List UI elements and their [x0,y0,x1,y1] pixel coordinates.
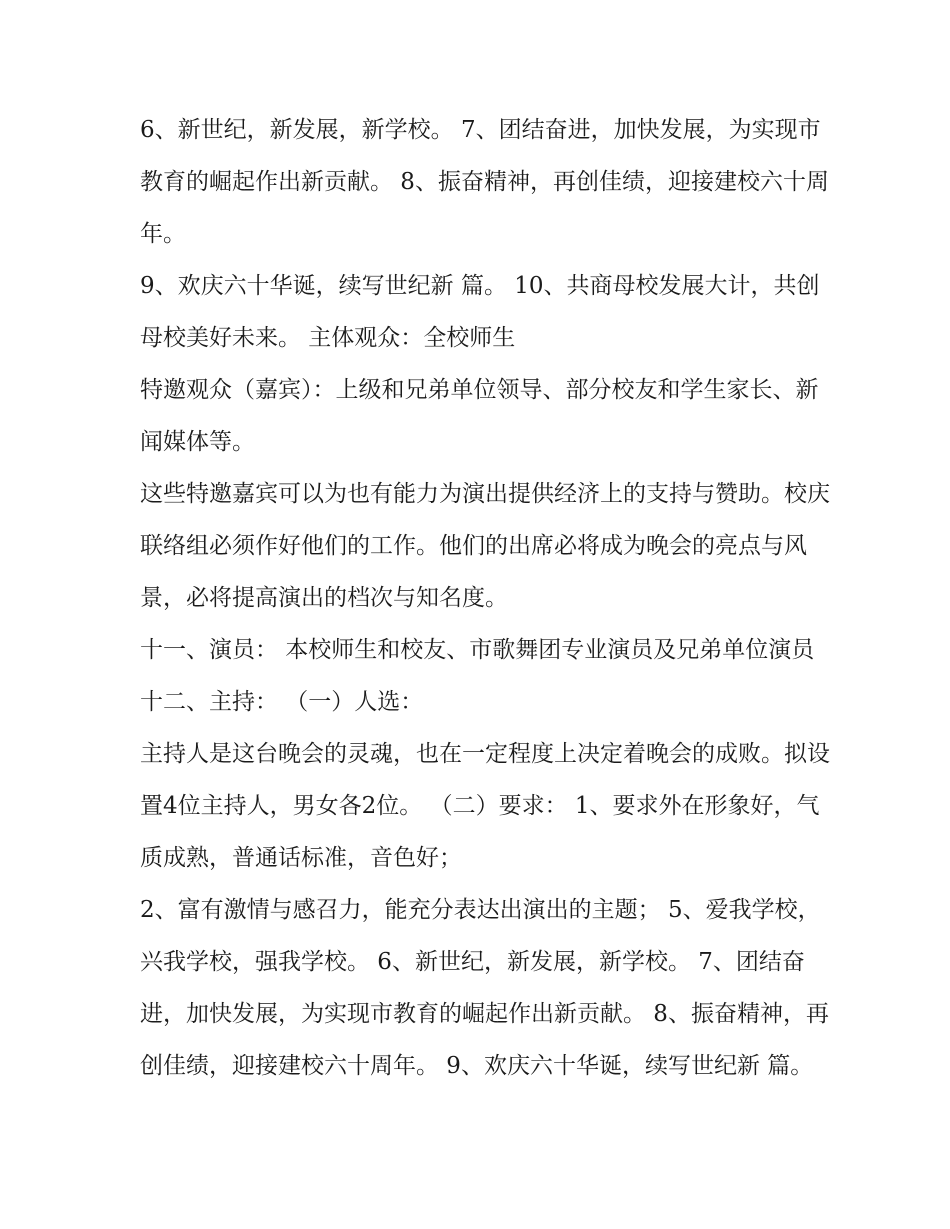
paragraph-performers-hosts: 十一、演员： 本校师生和校友、市歌舞团专业演员及兄弟单位演员 十二、主持： （一）人选： [140,637,815,715]
paragraph-slogans-9-10-audience: 9、欢庆六十华诞，续写世纪新 篇。 10、共商母校发展大计，共创母校美好未来。 主体观众：全校师生 [140,273,820,351]
paragraph-slogans-6-8: 6、新世纪，新发展，新学校。 7、团结奋进，加快发展，为实现市教育的崛起作出新贡献。 8、振奋精神，再创佳绩，迎接建校六十周年。 [140,117,829,247]
document-body [140,104,840,1092]
paragraph-special-guests: 特邀观众（嘉宾）：上级和兄弟单位领导、部分校友和学生家长、新闻媒体等。 [140,377,819,455]
paragraph-guest-support: 这些特邀嘉宾可以为也有能力为演出提供经济上的支持与赞助。校庆联络组必须作好他们的工作。他们的出席必将成为晚会的亮点与风景，必将提高演出的档次与知名度。 [140,481,830,611]
paragraph-host-requirements-continued: 2、富有激情与感召力，能充分表达出演出的主题； 5、爱我学校，兴我学校，强我学校。 6、新世纪，新发展，新学校。 7、团结奋进，加快发展，为实现市教育的崛起作出新贡献。 8、振奋精神，再创佳绩，迎接建校六十周年。 9、欢庆六十华诞，续写世纪新 篇。 [140,897,829,1079]
paragraph-host-requirements: 主持人是这台晚会的灵魂，也在一定程度上决定着晚会的成败。拟设置4位主持人，男女各2位。 （二）要求： 1、要求外在形象好，气质成熟，普通话标准，音色好； [140,741,830,871]
